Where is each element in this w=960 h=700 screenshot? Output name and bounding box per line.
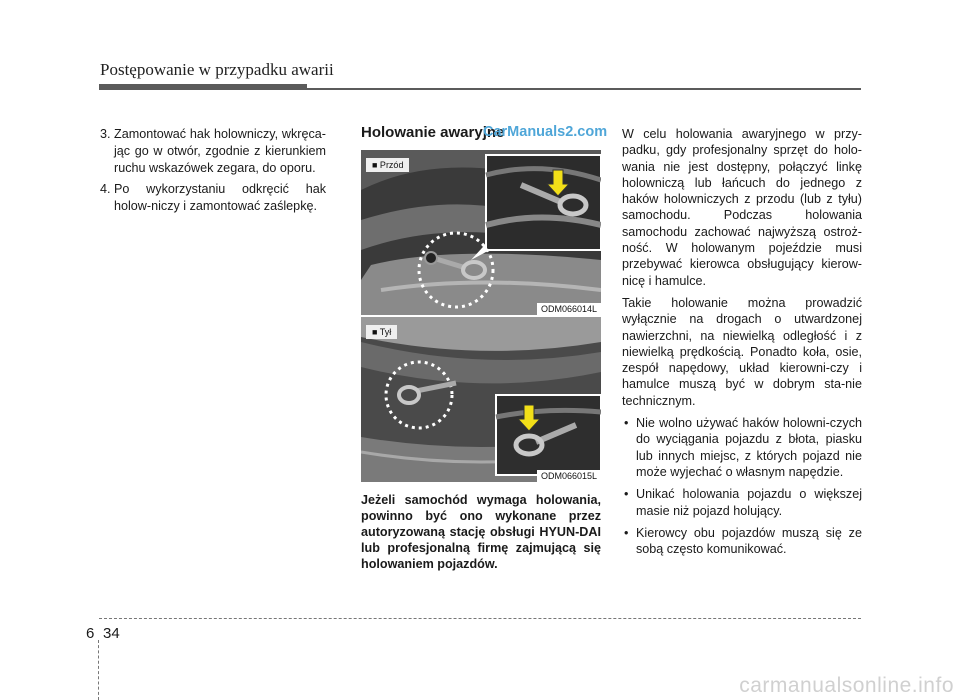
chapter-number: 6	[86, 625, 95, 642]
header-rule	[99, 88, 861, 90]
paragraph: W celu holowania awaryjnego w przy-padku, gdy profesjonalny sprzęt do holo-wania nie jest dostępny, połączyć linkę holowniczą lub łańcuch do jednego z haków holowniczych z przodu (lub z tyłu) samochodu. Podczas holowania samochodu zachować najwyższą ostroż-ność. W holowanym pojeździe musi przebywać kierowca obsługujący kierow-nicę i hamulce.	[622, 127, 862, 288]
bullet-dot-icon: •	[624, 416, 629, 431]
step-number: 3.	[100, 127, 111, 141]
middle-column	[361, 124, 608, 572]
left-column	[100, 126, 326, 219]
bullet-text: Kierowcy obu pojazdów muszą się ze sobą często komunikować.	[636, 525, 862, 557]
section-heading	[361, 124, 608, 146]
photo-code: ODM066015L	[537, 470, 601, 482]
step-number: 4.	[100, 182, 111, 196]
right-column	[622, 126, 862, 563]
paragraph: Takie holowanie można prowadzić wyłącznie na drogach o utwardzonej nawierzchni, na niewielką odległość i z niewielką prędkością. Ponadto koła, osie, zespół napędowy, układ kierowni-czy i hamulce muszą być w dobrym sta-nie technicznym.	[622, 295, 862, 408]
bullet-item	[622, 415, 862, 480]
running-header: Postępowanie w przypadku awarii	[100, 60, 334, 79]
front-tow-hook-photo	[361, 150, 601, 315]
front-bumper-illustration	[361, 150, 601, 315]
photo-label-front: ■ Przód	[366, 158, 409, 172]
bullet-item	[622, 486, 862, 519]
footer-divider	[98, 640, 99, 700]
towing-warning-text: Jeżeli samochód wymaga holowania, powinno być ono wykonane przez autoryzowaną stację obsługi HYUN-DAI lub profesjonalną firmę zajmującą się holowaniem pojazdów.	[361, 493, 601, 571]
photo-code: ODM066014L	[537, 303, 601, 315]
rear-tow-hook-photo	[361, 317, 601, 482]
section-heading-text: Holowanie awaryjne	[361, 124, 505, 141]
footer-rule	[99, 618, 861, 619]
bullet-dot-icon: •	[624, 525, 629, 540]
bullet-text: Unikać holowania pojazdu o większej masie niż pojazd holujący.	[636, 487, 862, 518]
bullet-item	[622, 525, 862, 558]
page-number: 34	[103, 625, 120, 642]
step-item	[100, 181, 326, 215]
step-item	[100, 126, 326, 177]
step-text: Po wykorzystaniu odkręcić hak holow-niczy i zamontować zaślepkę.	[114, 182, 326, 213]
bullet-dot-icon: •	[624, 487, 629, 502]
bullet-text: Nie wolno używać haków holowni-czych do wyciągania pojazdu z błota, piasku lub innych miejsc, z których pojazd nie może wyjechać o własnym napędzie.	[636, 416, 862, 479]
photo-label-rear: ■ Tył	[366, 325, 397, 339]
watermark-logo[interactable]: CarManuals2.com	[483, 124, 608, 140]
step-text: Zamontować hak holowniczy, wkręca-jąc go w otwór, zgodnie z kierunkiem ruchu wskazówek zegara, do oporu.	[114, 127, 326, 175]
rear-bumper-illustration	[361, 317, 601, 482]
site-watermark[interactable]: carmanualsonline.info	[739, 674, 954, 697]
